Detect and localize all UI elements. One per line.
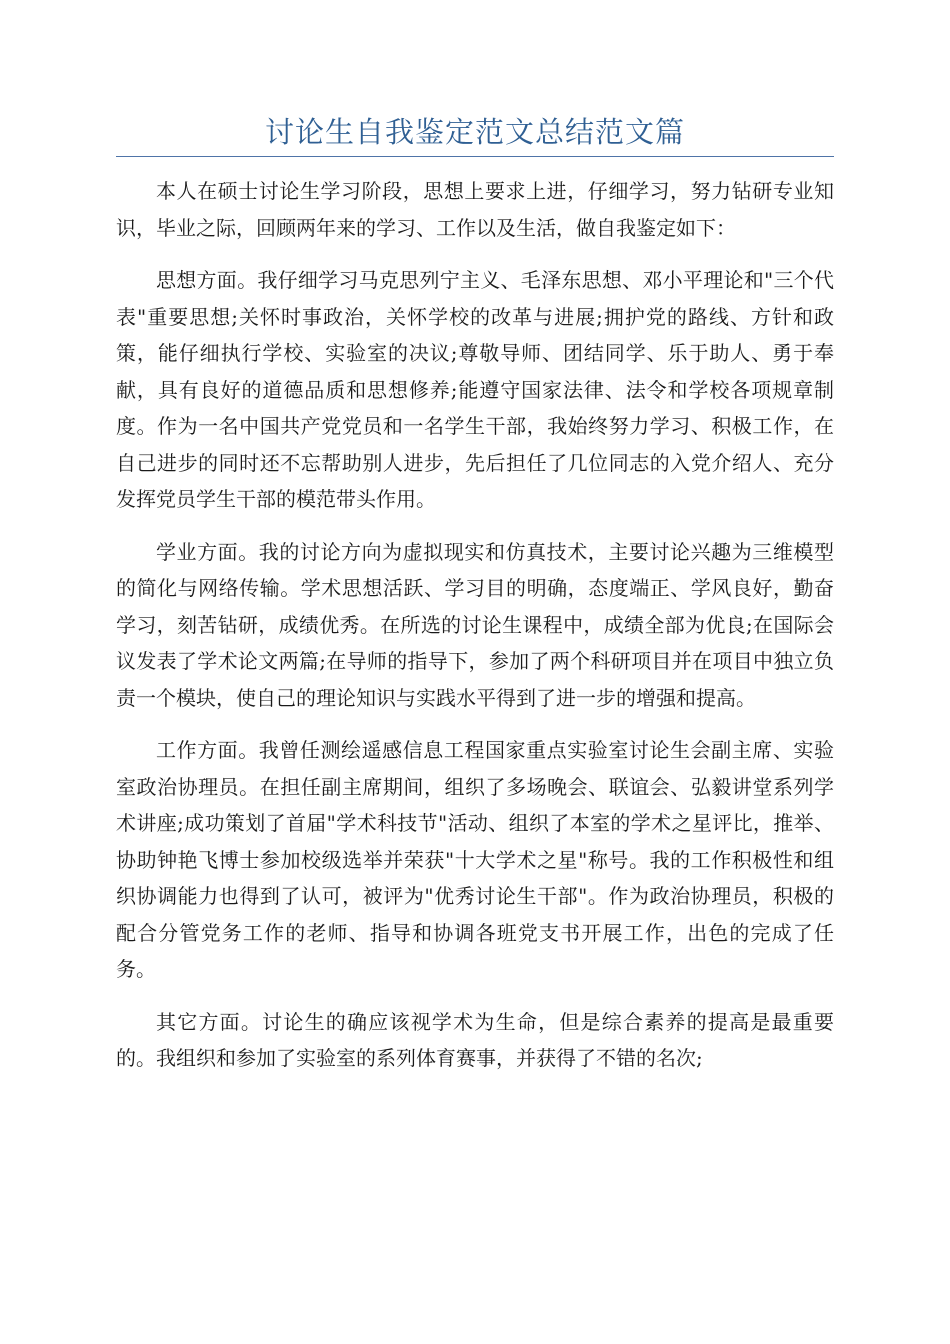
paragraph-academics: 学业方面。我的讨论方向为虚拟现实和仿真技术，主要讨论兴趣为三维模型的简化与网络传输。学术思想活跃、学习目的明确，态度端正、学风良好，勤奋学习，刻苦钻研，成绩优秀。在所选的讨论生课程中，成绩全部为优良;在国际会议发表了学术论文两篇;在导师的指导下，参加了两个科研项目并在项目中独立负责一个模块，使自己的理论知识与实践水平得到了进一步的增强和提高。 <box>116 539 834 710</box>
title-block <box>116 110 834 157</box>
paragraph-work: 工作方面。我曾任测绘遥感信息工程国家重点实验室讨论生会副主席、实验室政治协理员。在担任副主席期间，组织了多场晚会、联谊会、弘毅讲堂系列学术讲座;成功策划了首届"学术科技节"活动、组织了本室的学术之星评比，推举、协助钟艳飞博士参加校级选举并荣获"十大学术之星"称号。我的工作积极性和组织协调能力也得到了认可，被评为"优秀讨论生干部"。作为政治协理员，积极的配合分管党务工作的老师、指导和协调各班党支书开展工作，出色的完成了任务。 <box>116 738 834 981</box>
document-body <box>116 173 834 1093</box>
paragraph-other: 其它方面。讨论生的确应该视学术为生命，但是综合素养的提高是最重要的。我组织和参加了实验室的系列体育赛事，并获得了不错的名次; <box>116 1009 834 1070</box>
paragraph-ideology: 思想方面。我仔细学习马克思列宁主义、毛泽东思想、邓小平理论和"三个代表"重要思想;关怀时事政治，关怀学校的改革与进展;拥护党的路线、方针和政策，能仔细执行学校、实验室的决议;尊敬导师、团结同学、乐于助人、勇于奉献，具有良好的道德品质和思想修养;能遵守国家法律、法令和学校各项规章制度。作为一名中国共产党党员和一名学生干部，我始终努力学习、积极工作，在自己进步的同时还不忘帮助别人进步，先后担任了几位同志的入党介绍人、充分发挥党员学生干部的模范带头作用。 <box>116 268 834 511</box>
document-title: 讨论生自我鉴定范文总结范文篇 <box>264 115 685 149</box>
paragraph-intro: 本人在硕士讨论生学习阶段，思想上要求上进，仔细学习，努力钻研专业知识，毕业之际，回顾两年来的学习、工作以及生活，做自我鉴定如下： <box>116 179 834 240</box>
